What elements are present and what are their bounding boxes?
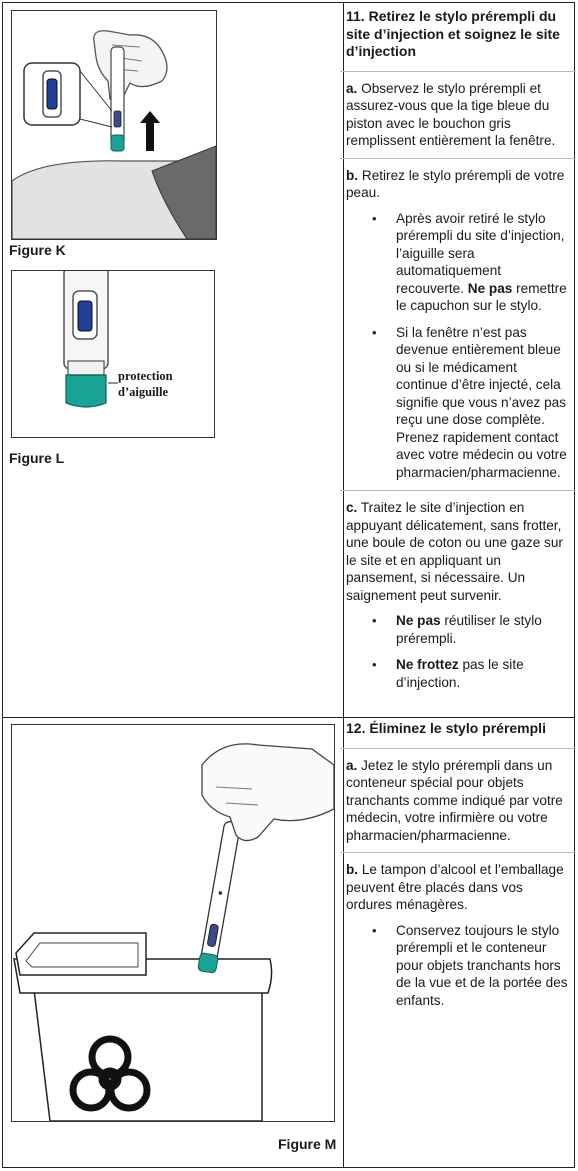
remove-pen-icon	[12, 11, 216, 239]
step-11-instructions	[346, 8, 570, 700]
bullet-keep-away-children: • Conservez toujours le stylo prérempli et le conteneur pour objets tranchants hors de la vue et de la portée des enfants.	[396, 922, 570, 1010]
step-12-instructions	[346, 720, 570, 1018]
step-12-b-bullets	[346, 922, 570, 1010]
step-12-heading: 12. Éliminez le stylo prérempli	[346, 720, 546, 736]
bullet-needle-covered: • Après avoir retiré le stylo prérempli du site d’injection, l’aiguille sera automatiquement recouverte. Ne pas remettre le capuchon sur le stylo.	[396, 210, 570, 315]
step-11-c-bullets	[346, 612, 570, 691]
divider	[340, 158, 576, 159]
bullet-no-reuse: • Ne pas réutiliser le stylo prérempli.	[396, 612, 570, 647]
bullet-incomplete-dose: • Si la fenêtre n’est pas devenue entièrement bleue ou si le médicament continue d’être injecté, cela signifie que vous n’avez pas reçu une dose complète. Prenez rapidement contact avec votre médecin ou votre pharmacien/pharmacienne.	[396, 324, 570, 482]
sharps-container-icon	[12, 725, 334, 1121]
divider	[340, 748, 576, 749]
figure-m-illustration	[11, 724, 335, 1122]
needle-guard-pen-icon	[12, 271, 214, 437]
figure-k-label: Figure K	[9, 242, 66, 258]
figure-m-label: Figure M	[278, 1136, 337, 1152]
step-11-b: b. Retirez le stylo prérempli de votre peau.	[346, 167, 565, 200]
step-11-a: a. Observez le stylo prérempli et assurez-vous que la tige bleue du piston avec le bouchon gris remplissent entièrement la fenêtre.	[346, 80, 556, 148]
row-divider	[3, 717, 574, 718]
step-12-b: b. Le tampon d’alcool et l’emballage peuvent être placés dans vos ordures ménagères.	[346, 862, 564, 912]
needle-protection-callout: protection d’aiguille	[118, 369, 173, 399]
column-divider	[343, 3, 344, 1167]
step-11-c: c. Traitez le site d’injection en appuyant délicatement, sans frotter, une boule de coton ou une gaze sur le site et en appliquant un pansement, si nécessaire. Un saignement peut survenir.	[346, 500, 563, 603]
bullet-no-rub: • Ne frottez pas le site d’injection.	[396, 656, 570, 691]
step-12-a: a. Jetez le stylo prérempli dans un conteneur spécial pour objets tranchants comme indiqué par votre médecin, votre infirmière ou votre pharmacien/pharmacienne.	[346, 757, 563, 843]
divider	[340, 71, 576, 72]
step-11-b-bullets	[346, 210, 570, 482]
divider	[340, 852, 576, 853]
step-11-heading: 11. Retirez le stylo prérempli du site d’injection et soignez le site d’injection	[346, 8, 560, 59]
figure-l-illustration	[11, 270, 215, 438]
figure-k-illustration	[11, 10, 217, 240]
divider	[340, 490, 576, 491]
figure-l-label: Figure L	[9, 450, 65, 466]
